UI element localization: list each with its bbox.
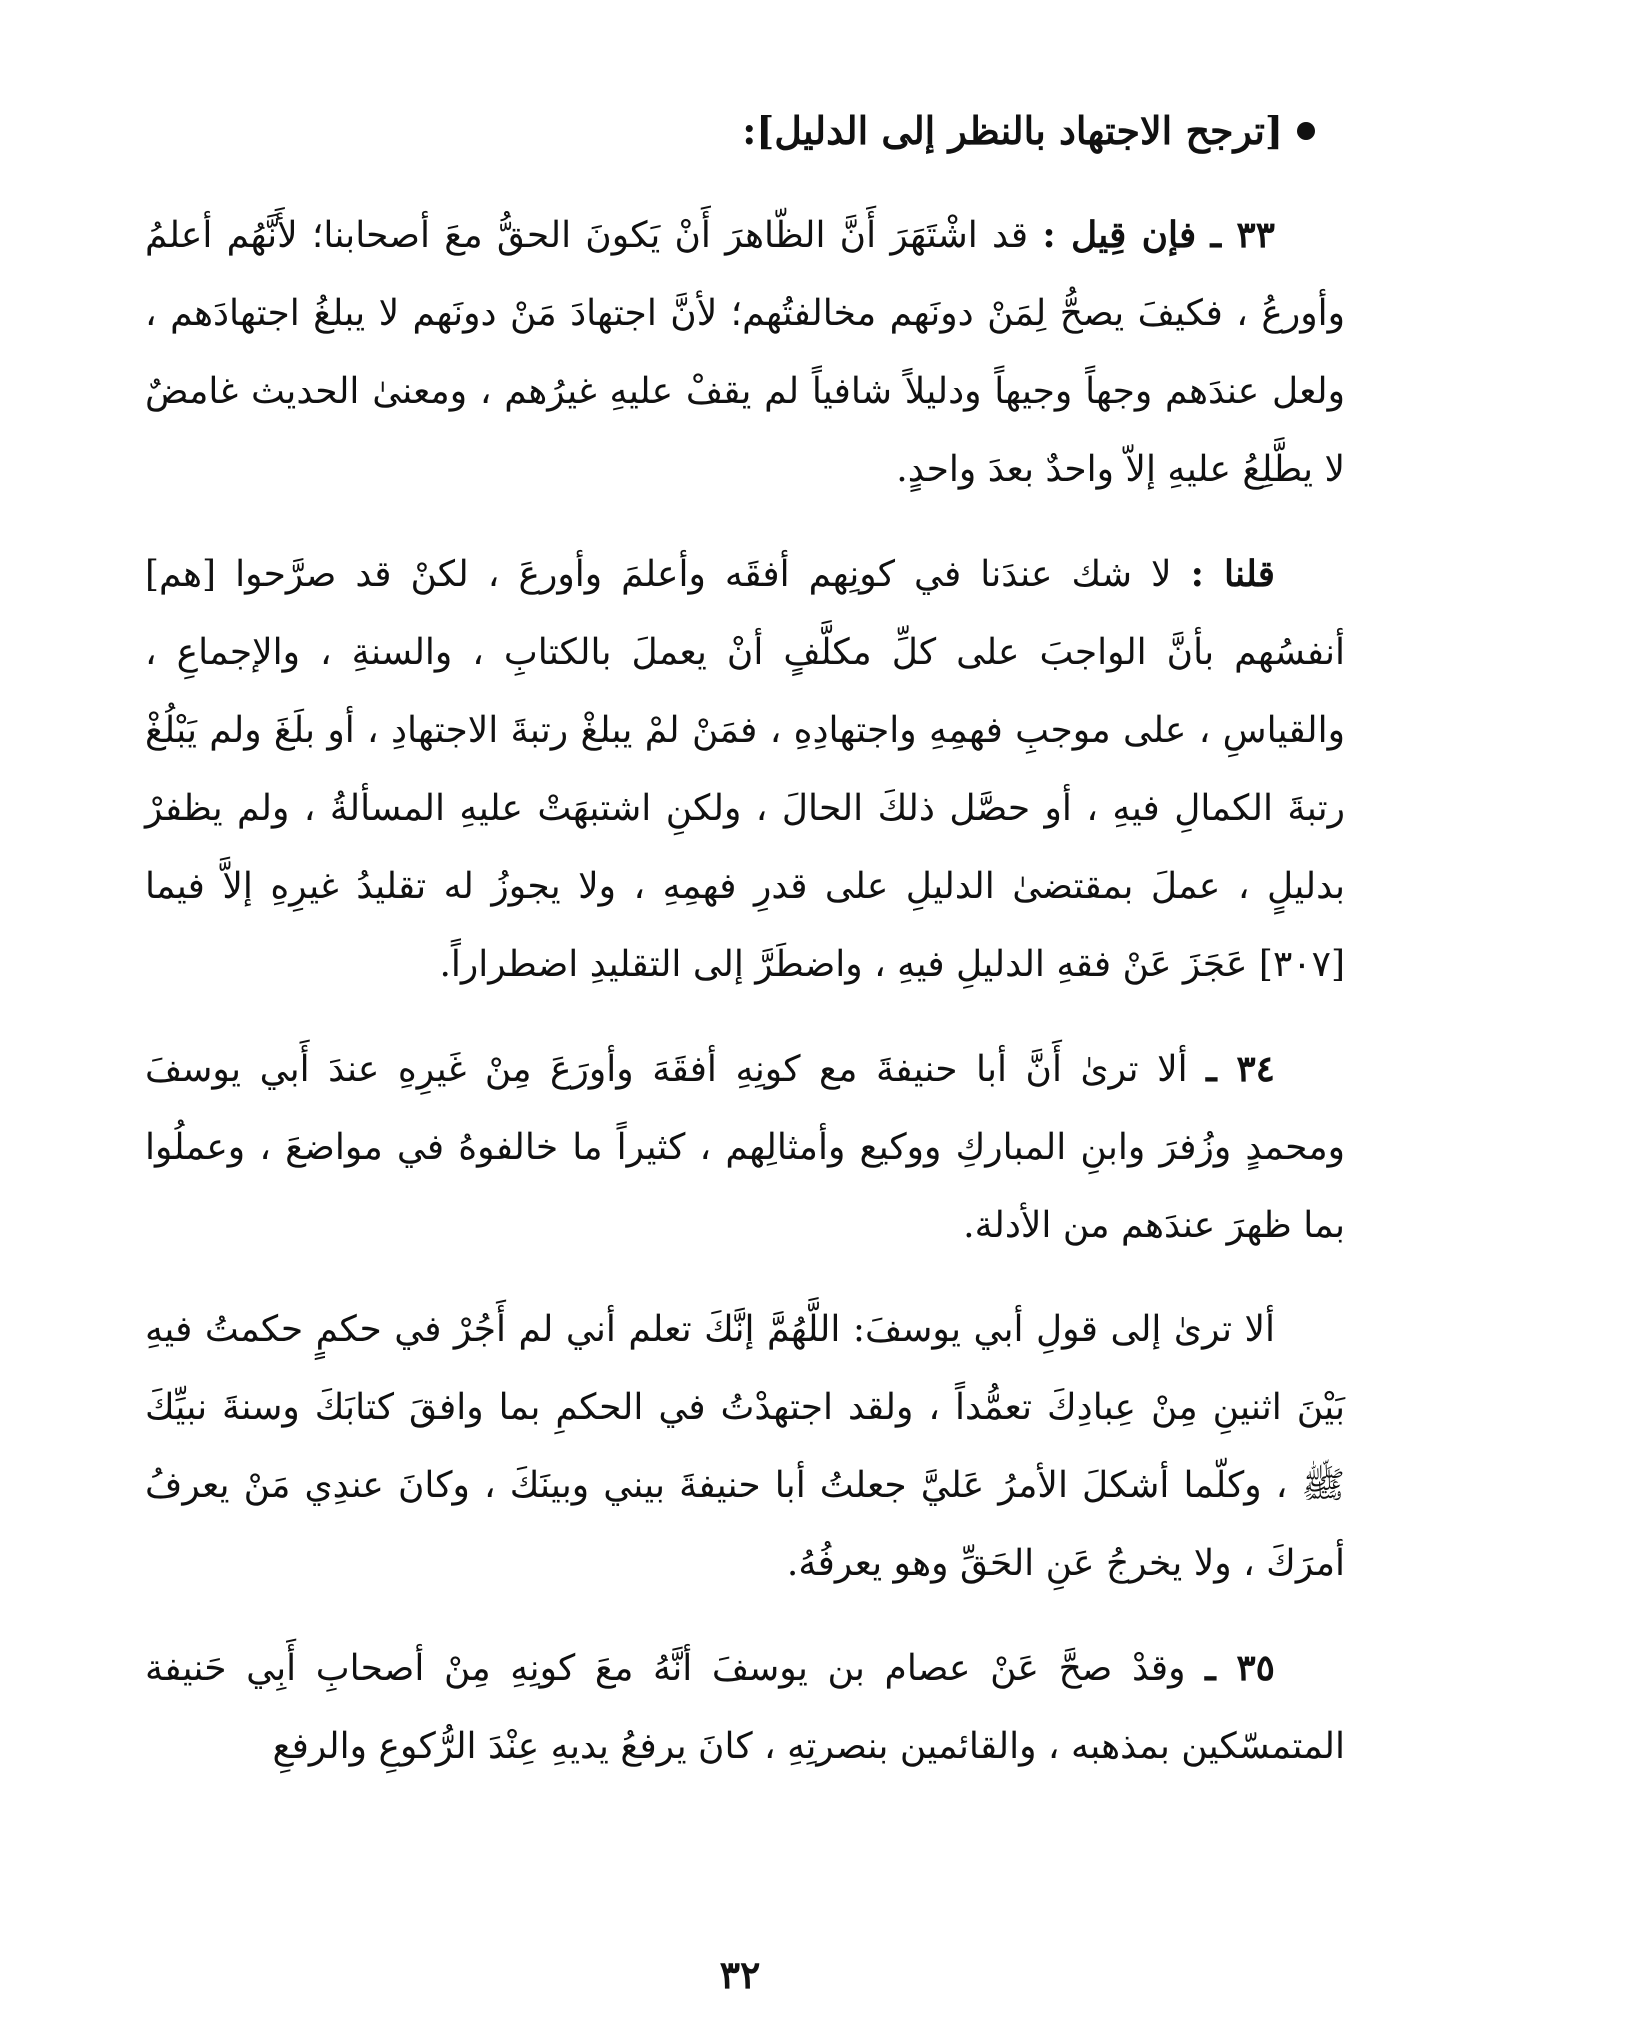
paragraph-number: ٣٣ ـ (1210, 214, 1275, 256)
paragraph-text: وقدْ صحَّ عَنْ عصام بن يوسفَ أنَّهُ معَ كونِهِ مِنْ أصحابِ أَبِي حَنيفة المتمسّكين بمذهبه ، والقائمين بنصرتِهِ ، كانَ يرفعُ يديهِ عِنْدَ الرُّكوعِ والرفعِ (145, 1648, 1345, 1767)
paragraph-35 (145, 1629, 1345, 1786)
paragraph-number: ٣٤ ـ (1206, 1048, 1275, 1090)
bullet-icon (1297, 122, 1315, 140)
page-number: ٣٢ (719, 1952, 761, 1997)
paragraph-lead: ألا ترىٰ (1080, 1049, 1188, 1090)
paragraph-text: إلى قولِ أبي يوسفَ: اللَّهُمَّ إنَّكَ تعلم أني لم أَجُرْ في حكمٍ حكمتُ فيهِ بَيْنَ اثنينِ مِنْ عِبادِكَ تعمُّداً ، ولقد اجتهدْتُ في الحكمِ بما وافقَ كتابَكَ وسنةَ نبيِّكَ ﷺ ، وكلّما أشكلَ الأمرُ عَليَّ جعلتُ أبا حنيفةَ بيني وبينَكَ ، وكانَ عندِي مَنْ يعرفُ أمرَكَ ، ولا يخرجُ عَنِ الحَقِّ وهو يعرفُهُ. (145, 1309, 1345, 1584)
paragraph-text: قد اشْتَهَرَ أَنَّ الظّاهرَ أَنْ يَكونَ الحقُّ معَ أصحابنا؛ لأَنَّهُم أعلمُ وأورعُ ، فكيفَ يصحُّ لِمَنْ دونَهم مخالفتُهم؛ لأنَّ اجتهادَ مَنْ دونَهم لا يبلغُ اجتهادَهم ، ولعل عندَهم وجهاً وجيهاً ودليلاً شافياً لم يقفْ عليهِ غيرُهم ، ومعنىٰ الحديث غامضٌ لا يطَّلِعُ عليهِ إلاّ واحدٌ بعدَ واحدٍ. (145, 215, 1345, 490)
paragraph-abu-yusuf (145, 1291, 1345, 1603)
paragraph-answer (145, 535, 1345, 1004)
paragraph-lead: قلنا : (1190, 553, 1276, 595)
paragraph-lead: فإن قِيل : (1042, 214, 1197, 256)
paragraph-text: لا شك عندَنا في كونِهم أفقَه وأعلمَ وأورعَ ، لكنْ قد صرَّحوا [هم] أنفسُهم بأنَّ الواجبَ على كلِّ مكلَّفٍ أنْ يعملَ بالكتابِ ، والسنةِ ، والإجماعِ ، والقياسِ ، على موجبِ فهمِهِ واجتهادِهِ ، فمَنْ لمْ يبلغْ رتبةَ الاجتهادِ ، أو بلَغَ ولم يَبْلُغْ رتبةَ الكمالِ فيهِ ، أو حصَّل ذلكَ الحالَ ، ولكنِ اشتبهَتْ عليهِ المسألةُ ، ولم يظفرْ بدليلٍ ، عملَ بمقتضىٰ الدليلِ على قدرِ فهمِهِ ، ولا يجوزُ له تقليدُ غيرِهِ إلاَّ فيما [٣٠٧] عَجَزَ عَنْ فقهِ الدليلِ فيهِ ، واضطَرَّ إلى التقليدِ اضطراراً. (145, 554, 1345, 985)
paragraph-lead: ألا ترىٰ (1173, 1309, 1275, 1350)
page-content (145, 96, 1345, 1812)
paragraph-34 (145, 1030, 1345, 1265)
heading-text: [ترجح الاجتهاد بالنظر إلى الدليل]: (742, 108, 1283, 153)
section-heading (145, 96, 1345, 166)
paragraph-number: ٣٥ ـ (1205, 1647, 1275, 1689)
paragraph-33 (145, 196, 1345, 509)
paragraph-text: أَنَّ أبا حنيفةَ مع كونِهِ أفقَهَ وأورَعَ مِنْ غَيرِهِ عندَ أَبي يوسفَ ومحمدٍ وزُفرَ وابنِ المباركِ ووكيع وأمثالِهم ، كثيراً ما خالفوهُ في مواضعَ ، وعملُوا بما ظهرَ عندَهم من الأدلة. (145, 1049, 1345, 1246)
